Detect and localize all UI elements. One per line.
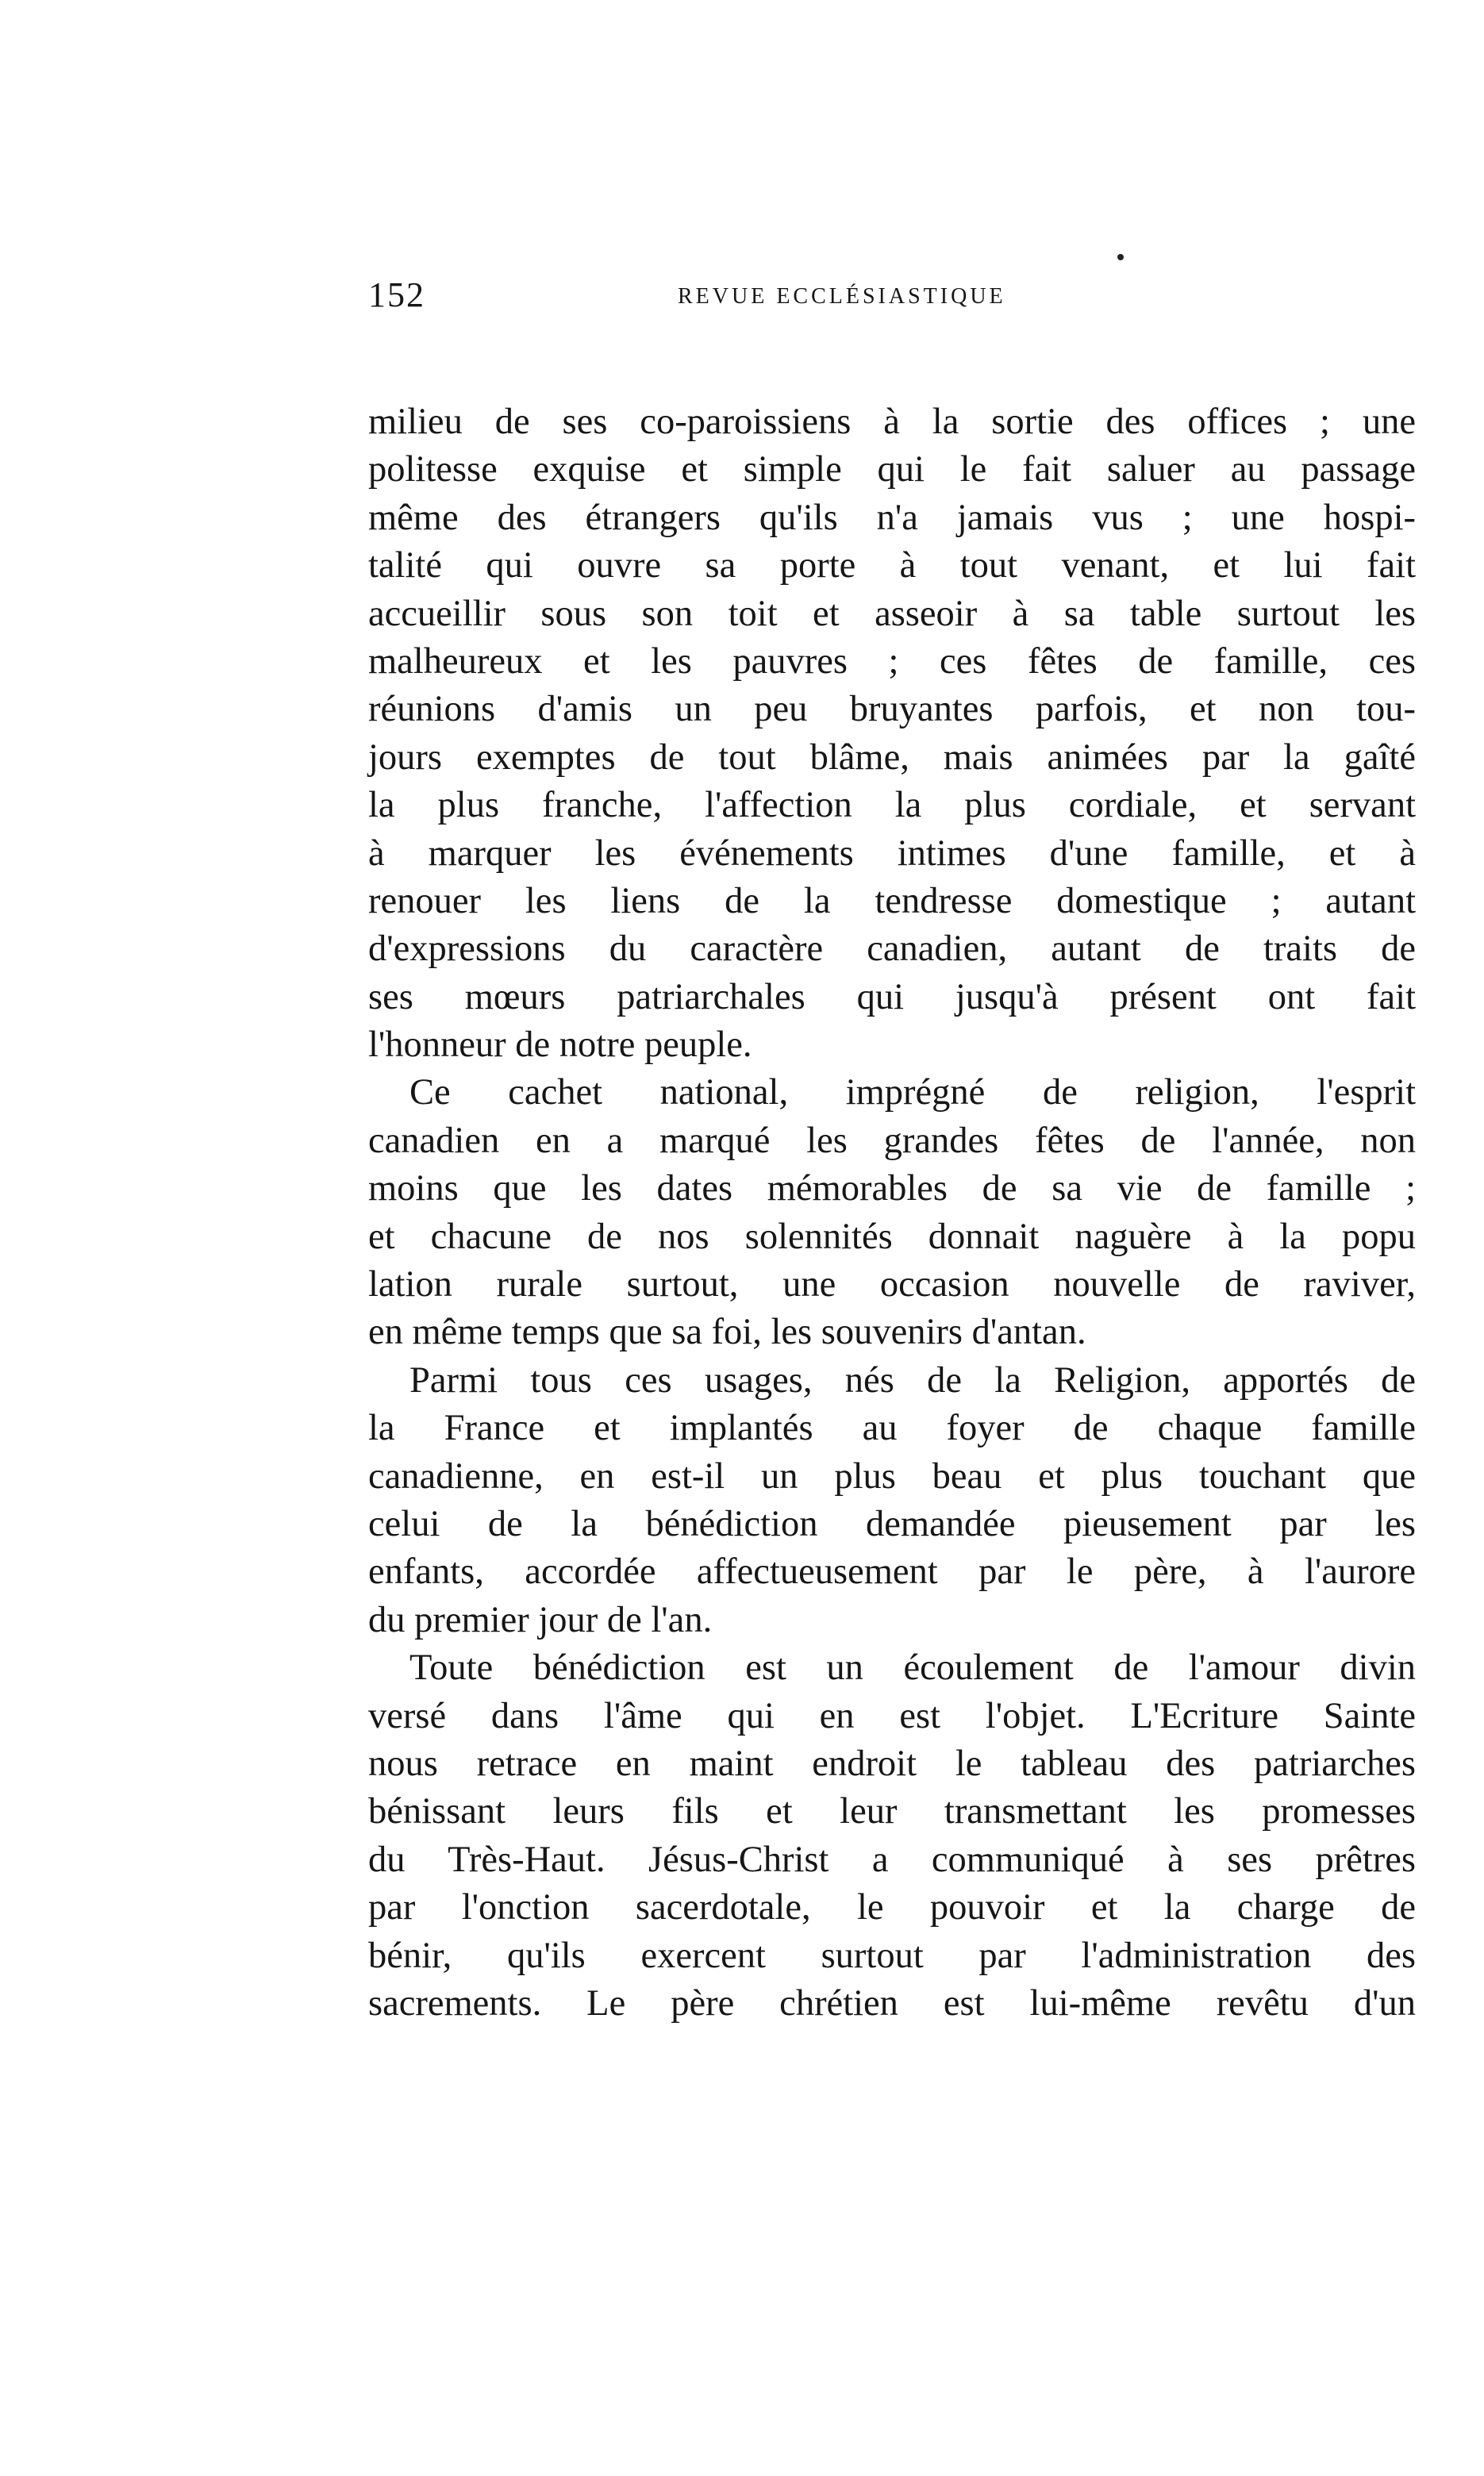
text-line: Parmi tous ces usages, nés de la Religion, apportés de: [409, 1359, 1416, 1401]
page-number: 152: [368, 275, 425, 314]
text-line: Ce cachet national, imprégné de religion, l'esprit: [409, 1072, 1416, 1113]
text-line: moins que les dates mémorables de sa vie de famille ;: [368, 1168, 1416, 1209]
text-line: en même temps que sa foi, les souvenirs d'antan.: [368, 1312, 1086, 1353]
paragraph-4: [368, 1644, 1416, 2028]
text-line: milieu de ses co-paroissiens à la sortie des offices ; une: [368, 402, 1416, 442]
text-line: réunions d'amis un peu bruyantes parfois, et non tou-: [368, 689, 1416, 730]
text-line: bénissant leurs fils et leur transmettant les promesses: [368, 1791, 1416, 1832]
text-line: renouer les liens de la tendresse domestique ; autant: [368, 880, 1416, 921]
text-line: canadienne, en est-il un plus beau et plus touchant que: [368, 1455, 1416, 1497]
text-line: malheureux et les pauvres ; ces fêtes de famille, ces: [368, 640, 1416, 682]
text-line: bénir, qu'ils exercent surtout par l'administration des: [368, 1935, 1416, 1976]
text-line: nous retrace en maint endroit le tableau des patriarches: [368, 1743, 1416, 1784]
text-line: du Très-Haut. Jésus-Christ a communiqué à ses prêtres: [368, 1839, 1416, 1880]
paragraph-2: [368, 1069, 1416, 1356]
text-line: talité qui ouvre sa porte à tout venant, et lui fait: [368, 545, 1416, 586]
text-line: Toute bénédiction est un écoulement de l'amour divin: [409, 1647, 1416, 1689]
text-line: canadien en a marqué les grandes fêtes de l'année, non: [368, 1120, 1416, 1161]
page-header: [368, 275, 1140, 322]
text-line: accueillir sous son toit et asseoir à sa table surtout les: [368, 593, 1416, 634]
text-line: par l'onction sacerdotale, le pouvoir et la charge de: [368, 1887, 1416, 1928]
text-line: politesse exquise et simple qui le fait saluer au passage: [368, 449, 1416, 490]
text-line: la plus franche, l'affection la plus cordiale, et servant: [368, 785, 1416, 826]
text-line: même des étrangers qu'ils n'a jamais vus ; une hospi-: [368, 497, 1416, 538]
body-text: [368, 398, 1416, 2028]
text-line: enfants, accordée affectueusement par le père, à l'aurore: [368, 1551, 1416, 1593]
paragraph-1: [368, 398, 1416, 1069]
text-line: jours exemptes de tout blâme, mais animées par la gaîté: [368, 736, 1416, 778]
text-line: lation rurale surtout, une occasion nouvelle de raviver,: [368, 1264, 1416, 1305]
text-line: celui de la bénédiction demandée pieusement par les: [368, 1503, 1416, 1544]
text-line: à marquer les événements intimes d'une famille, et à: [368, 832, 1416, 874]
text-line: d'expressions du caractère canadien, autant de traits de: [368, 928, 1416, 970]
text-line: sacrements. Le père chrétien est lui-même revêtu d'un: [368, 1982, 1416, 2024]
paragraph-3: [368, 1357, 1416, 1644]
running-title: REVUE ECCLÉSIASTIQUE: [678, 284, 1006, 309]
text-line: ses mœurs patriarchales qui jusqu'à présent ont fait: [368, 976, 1416, 1017]
text-line: versé dans l'âme qui en est l'objet. L'Ecriture Sainte: [368, 1695, 1416, 1736]
text-line: la France et implantés au foyer de chaque famille: [368, 1408, 1416, 1449]
text-line: du premier jour de l'an.: [368, 1599, 713, 1640]
text-line: l'honneur de notre peuple.: [368, 1025, 752, 1066]
ink-mark: [1117, 254, 1124, 260]
text-line: et chacune de nos solennités donnait naguère à la popu: [368, 1216, 1416, 1257]
